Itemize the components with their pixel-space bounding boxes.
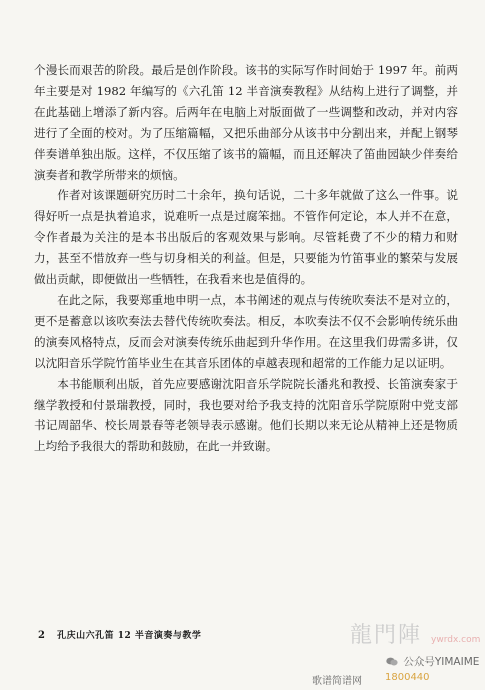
paragraph-4: 本书能顺利出版，首先应要感谢沈阳音乐学院院长潘兆和教授、长笛演奏家于继学教授和付景瑞教授，同时，我也要对给予我支持的沈阳音乐学院原附中党支部书记周韶华、校长周景春等老领导表示感谢。他们长期以来无论从精神上还是物质上均给予我很大的帮助和鼓励，在此一并致谢。 (34, 376, 458, 454)
brand-watermark (350, 618, 480, 649)
paragraph-3: 在此之际，我要郑重地申明一点，本书阐述的观点与传统吹奏法不是对立的，更不是蓄意以该吹奏法去替代传统吹奏法。相反，本吹奏法不仅不会影响传统乐曲的演奏风格特点，反而会对演奏传统乐曲起到升华作用。在这里我们毋需多讲，仅以沈阳音乐学院竹笛毕业生在其音乐团体的卓越表现和超常的工作能力足以证明。 (34, 292, 458, 370)
paragraph-2: 作者对该课题研究历时二十余年，换句话说，二十多年就做了这么一件事。说得好听一点是执着追求，说难听一点是过腐笨拙。不管作何定论，本人并不在意，令作者最为关注的是本书出版后的客观效果与影响。尽管耗费了不少的精力和财力，甚至不惜放弃一些与切身相关的利益。但是，只要能为竹笛事业的繁荣与发展做出贡献，即便做出一些牺牲，在我看来也是值得的。 (34, 188, 458, 287)
public-account-text: 公众号YIMAIME (403, 656, 480, 668)
wechat-icon (386, 657, 398, 666)
public-account-watermark (386, 654, 479, 669)
book-title: 孔庆山六孔笛 12 半音演奏与教学 (57, 631, 202, 641)
brand-watermark-text: 龍門陣 (350, 623, 423, 648)
site-watermark: 歌谱简谱网 (312, 676, 362, 687)
page-number: 2 (38, 630, 46, 641)
page-footer (38, 628, 201, 641)
body-text (34, 60, 458, 457)
paragraph-1: 个漫长而艰苦的阶段。最后是创作阶段。该书的实际写作时间始于 1997 年。前两年主要是对 1982 年编写的《六孔笛 12 半音演奏教程》从结构上进行了调整，并在此基础上增添了新内容。后两年在电脑上对版面做了一些调整和改动，并对内容进行了全面的校对。为了压缩篇幅，又把乐曲部分从该书中分割出来，并配上钢琴伴奏谱单独出版。这样，不仅压缩了该书的篇幅，而且还解决了笛曲园缺少伴奏给演奏者和教学所带来的烦恼。 (34, 63, 458, 182)
brand-watermark-small: ywrdx.com (431, 635, 481, 645)
id-watermark: 1800440 (385, 672, 430, 683)
